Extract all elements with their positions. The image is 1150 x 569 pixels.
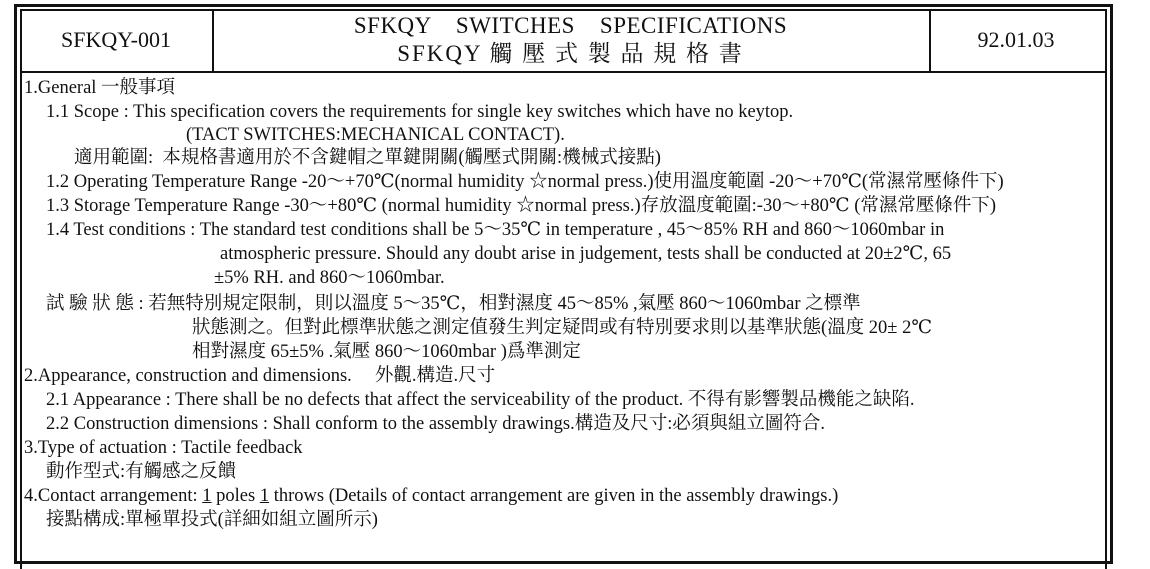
actuation-zh: 動作型式:有觸感之反饋 (46, 462, 237, 482)
test-conditions: 1.4 Test conditions : The standard test conditions shall be 5～35℃ in temperature , 45～85% RH and 860～1060mbar in (46, 220, 945, 240)
test-conditions-zh: 試 驗 狀 態 : 若無特別規定限制，則以溫度 5～35℃，相對濕度 45～85% ,氣壓 860～1060mbar 之標準 (46, 294, 861, 314)
contact-arrangement-zh: 接點構成:單極單投式(詳細如組立圖所示) (46, 510, 378, 530)
doc-number: SFKQY-001 (20, 9, 214, 71)
section-4-title (24, 484, 838, 508)
storage-temp: 1.3 Storage Temperature Range -30～+80℃ (normal humidity ☆normal press.)存放溫度範圍:-30～+80℃ (常濕常壓條件下) (46, 196, 997, 216)
appearance: 2.1 Appearance : There shall be no defects that affect the serviceability of the product. 不得有影響製品機能之缺陷. (46, 390, 915, 410)
section-3-title: 3.Type of actuation : Tactile feedback (24, 438, 303, 458)
section-2-title: 2.Appearance, construction and dimensions. 外觀.構造.尺寸 (24, 366, 496, 386)
spec-header (20, 9, 1107, 73)
construction-dimensions: 2.2 Construction dimensions : Shall conform to the assembly drawings.構造及尺寸:必須與組立圖符合. (46, 414, 826, 434)
poles-label: poles (211, 486, 260, 506)
test-conditions-2: atmospheric pressure. Should any doubt arise in judgement, tests shall be conducted at 20±2℃, 65 (220, 244, 952, 264)
doc-date: 92.01.03 (977, 27, 1055, 52)
spec-title (212, 9, 931, 71)
scope-line: 1.1 Scope : This specification covers the requirements for single key switches which have no keytop. (46, 102, 794, 122)
operating-temp: 1.2 Operating Temperature Range -20～+70℃(normal humidity ☆normal press.)使用溫度範圍 -20～+70℃(常濕常壓條件下) (46, 172, 1004, 192)
test-conditions-zh-3: 相對濕度 65±5% .氣壓 860～1060mbar )爲準測定 (192, 342, 581, 362)
scope-zh: 適用範圍: 本規格書適用於不含鍵帽之單鍵開關(觸壓式開關:機械式接點) (74, 148, 661, 168)
section-1-title: 1.General 一般事項 (24, 78, 176, 98)
spec-title-en: SFKQY SWITCHES SPECIFICATIONS (353, 13, 788, 38)
poles-count: 1 (202, 486, 212, 506)
contact-arrangement-label: 4.Contact arrangement: (24, 486, 203, 506)
throws-detail: throws (Details of contact arrangement are given in the assembly drawings.) (269, 486, 839, 506)
test-conditions-3: ±5% RH. and 860～1060mbar. (214, 268, 445, 288)
test-conditions-zh-2: 狀態測之。但對此標準狀態之測定值發生判定疑問或有特別要求則以基準狀態(溫度 20± 2℃ (192, 318, 933, 338)
spec-title-zh: SFKQY 觸 壓 式 製 品 規 格 書 (397, 41, 744, 66)
scope-line-2: (TACT SWITCHES:MECHANICAL CONTACT). (186, 125, 565, 145)
throws-count: 1 (259, 486, 270, 506)
